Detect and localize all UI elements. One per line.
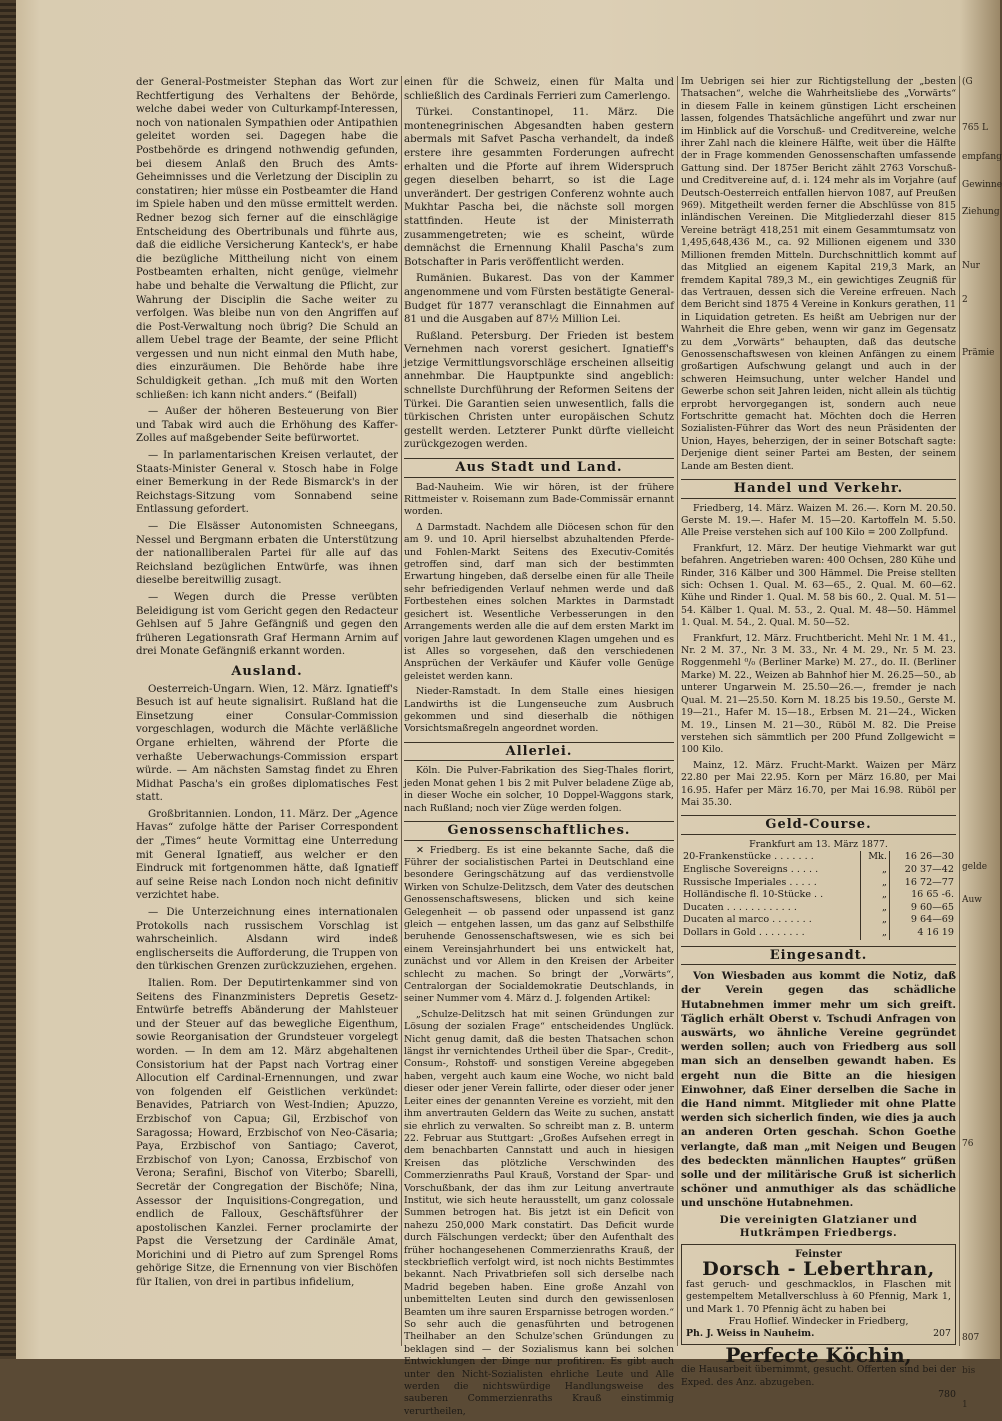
rate-value: 20 37—42	[889, 864, 956, 877]
fragment-line: Nur	[962, 260, 980, 271]
rate-unit: „	[860, 889, 889, 902]
article-paragraph: Im Uebrigen sei hier zur Richtigstellung der „besten Thatsachen“, welche die Wahrheitsliebe des „Vorwärts“ in diesem Falle in keinem günstigen Licht erscheinen lassen, folgendes Thatsächliche angeführt und zwar nur im Hinblick auf die Vorschuß- und Creditvereine, welche ihrer Zahl nach die kleinere Hälfte, weit über die Hälfte der in Frage kommenden Genossenschaften umfassende Gattung sind. Der 1875er Bericht zählt 2763 Vorschuß- und Creditvereine auf, d. i. 124 mehr als im Vorjahre (auf Deutsch-Oesterreich entfallen hiervon 1087, auf Preußen 969). Mitgetheilt werden ferner die Abschlüsse von 815 inländischen Vereinen. Die Mitgliederzahl dieser 815 Vereine beträgt 418,251 mit einem Gesammtumsatz von 1,495,648,436 M., ca. 92 Millionen eigenem und 330 Millionen fremden Mitteln. Durchschnittlich kommt auf das Mitglied an eigenem Kapital 219,3 Mark, an fremdem Kapital 789,3 M., ein gewichtiges Zeugniß für das Vertrauen, dessen sich die Vereine erfreuen. Nach dem Bericht sind 1875 4 Vereine in Konkurs gerathen, 11 in Liquidation getreten. Es heißt am Uebrigen nur der Wahrheit die Ehre geben, wenn wir ganz im Gegensatz zu dem „Vorwärts“ behaupten, daß das deutsche Genossenschaftswesen von kleinen Anfängen zu einem großartigen Aufschwung gelangt und auch in der schweren Heimsuchung, unter welcher Handel und Gewerbe schon seit Jahren leiden, nicht allein als tüchtig erprobt hervorgegangen ist, sondern auch neue Fortschritte gemacht hat. Möchten doch die Herren Sozialisten-Führer das Wort des neun Präsidenten der Union, Hayes, beherzigen, der in seiner Botschaft sagte: Derjenige dient seiner Partei am Besten, der seinem Lande am Besten dient.	[681, 76, 956, 472]
rate-value: 16 72—77	[889, 877, 956, 890]
fragment-line: bis	[962, 1366, 976, 1377]
article-paragraph: Rußland. Petersburg. Der Frieden ist bestem Vernehmen nach vorerst gesichert. Ignatieff's jetzige Vermittlungsvorschläge erscheinen allseitig annehmbar. Die Hauptpunkte sind angeblich: schnellste Durchführung der Reformen Seitens der Türkei. Die Garantien seien unwesentlich, falls die türkischen Christen unter europäischen Schutz gestellt werden. Letzterer Punkt dürfte vielleicht zurückgezogen werden.	[404, 330, 674, 451]
article-paragraph: Nieder-Ramstadt. In dem Stalle eines hiesigen Landwirths ist die Lungenseuche zum Ausbruch gekommen und sind dieserhalb die nöthigen Vorsichtsmaßregeln angeordnet worden.	[404, 686, 674, 735]
article-paragraph: — In parlamentarischen Kreisen verlautet, der Staats-Minister General v. Stosch habe in Folge einer Bemerkung in der Rede Bismarck's in der Reichstags-Sitzung vom Sonnabend seine Entlassung gefordert.	[136, 450, 398, 516]
article-paragraph: der General-Postmeister Stephan das Wort zur Rechtfertigung des Verhaltens der Behörde, welche dabei weder von Culturkampf-Interessen, noch von nationalen Sympathien oder Antipathien geleitet worden sei. Dagegen habe die Postbehörde es dringend nothwendig gefunden, bei diesem Anlaß den Bruch des Amts-Geheimnisses und die Verletzung der Disciplin zu constatiren; hier müsse ein Postbeamter die Hand im Spiele haben und den müsse ermittelt werden. Redner bezog sich ferner auf die einschlägige Entscheidung des Obertribunals und führte aus, daß die eidliche Versicherung Kanteck's, er habe die bezügliche Mittheilung nicht von einem Postbeamten erhalten, nicht genüge, vielmehr habe und behalte die Verwaltung die Pflicht, zur Wahrung der Disciplin die Sache weiter zu verfolgen. Was bleibe nun von den Angriffen auf die Post-Verwaltung noch übrig? Die Schuld an allem Uebel trage der Beamte, der seine Pflicht vergessen und nun nicht einmal den Muth habe, dies einzuräumen. Die Behörde habe ihre Schuldigkeit gethan. „Ich muß mit den Worten schließen: ich kann nicht anders.“ (Beifall)	[136, 77, 398, 401]
market-report: Frankfurt, 12. März. Der heutige Viehmarkt war gut befahren. Angetrieben waren: 400 Ochsen, 280 Kühe und Rinder, 316 Kälber und 300 Hämmel. Die Preise stellten sich: Ochsen 1. Qual. M. 63—65., 2. Qual. M. 60—62. Kühe und Rinder 1. Qual. M. 58 bis 60., 2. Qual. M. 51—54. Kälber 1. Qual. M. 53., 2. Qual. M. 48—50. Hämmel 1. Qual. M. 54., 2. Qual. M. 50—52.	[681, 542, 956, 629]
fragment-line: Ziehung	[962, 207, 1000, 218]
article-paragraph: ✕ Friedberg. Es ist eine bekannte Sache, daß die Führer der socialistischen Partei in Deutschland eine besondere Geringschätzung auf das verdienstvolle Wirken von Schulze-Delitzsch, dem Vater des deutschen Genossenschaftswesens, blicken und sich keine Gelegenheit — ob passend oder unpassend ist ganz gleich — entgehen lassen, um das ganz auf Selbsthilfe beruhende Genossenschaftswesen, wie es sich bei einem Vereinsjahrhundert bei uns entwickelt hat, zunächst und vor Allem in den Kreisen der Arbeiter schlecht zu machen. So bringt der „Vorwärts“, Centralorgan der Socialdemokratie Deutschlands, in seiner Nummer vom 4. März d. J. folgenden Artikel:	[404, 844, 674, 1005]
column-2	[404, 76, 674, 1421]
advertisement-leberthran	[681, 1244, 956, 1345]
rate-row	[681, 902, 956, 915]
article-paragraph: Italien. Rom. Der Deputirtenkammer sind von Seitens des Finanzministers Depretis Gesetz-Entwürfe betreffs Abänderung der Mahlsteuer und der Steuer auf das bewegliche Eigenthum, sowie Reorganisation der Grundsteuer vorgelegt worden. — In dem am 12. März abgehaltenen Consistorium hat der Papst nach Vortrag einer Allocution elf Cardinal-Ernennungen, und zwar von folgenden elf Geistlichen verkündet: Benavides, Patriarch von West-Indien; Apuzzo, Erzbischof von Capua; Gil, Erzbischof von Saragossa; Howard, Erzbischof von Neo-Cäsaria; Paya, Erzbischof von Santiago; Caverot, Erzbischof von Lyon; Canossa, Erzbischof von Verona; Serafini, Bischof von Viterbo; Sbarelli, Secretär der Congregation der Bischöfe; Nina, Assessor der Inquisitions-Congregation, und endlich de Falloux, Geschäftsführer der apostolischen Kanzlei. Ferner proclamirte der Papst die Versetzung der Cardinäle Amat, Morichini und di Pietro auf zum Sprengel Roms gehörige Sitze, die Ernennung von vier Bischöfen für Italien, von drei in partibus infidelium,	[136, 978, 398, 1289]
column-rule	[677, 76, 678, 1346]
article-paragraph: Rumänien. Bukarest. Das von der Kammer angenommene und vom Fürsten bestätigte General-Budget für 1877 veranschlagt die Einnahmen auf 81 und die Ausgaben auf 87½ Million Lei.	[404, 273, 674, 326]
column-rule	[959, 76, 960, 1346]
fragment-line: gelde	[962, 861, 988, 872]
section-heading-stadt-und-land: Aus Stadt und Land.	[404, 458, 674, 478]
article-paragraph: — Die Elsässer Autonomisten Schneegans, Nessel und Bergmann erbaten die Unterstützung der nationalliberalen Partei für alle auf das Reichsland bezüglichen Entwürfe, was ihnen dieselbe bereitwillig zusagt.	[136, 521, 398, 587]
market-report: Friedberg, 14. März. Waizen M. 26.—. Korn M. 20.50. Gerste M. 19.—. Hafer M. 15—20. Kartoffeln M. 5.50. Alle Preise verstehen sich auf 100 Kilo = 200 Zollpfund.	[681, 502, 956, 539]
rate-row	[681, 851, 956, 864]
rate-row	[681, 877, 956, 890]
ad-seller: Frau Hoflief. Windecker in Friedberg,	[728, 1315, 909, 1327]
article-paragraph: Türkei. Constantinopel, 11. März. Die montenegrinischen Abgesandten haben gestern abermals mit Safvet Pascha verhandelt, da indeß erstere ihre gesammten Forderungen aufrecht erhalten und die Pforte auf ihrem Widerspruch gegen dieselben beharrt, so ist die Lage unverändert. Der gestrigen Conferenz wohnte auch Mukhtar Pascha bei, die nächste soll morgen stattfinden. Heute ist der Ministerrath zusammengetreten; wie es scheint, würde demnächst die Ernennung Khalil Pascha's zum Botschafter in Paris veröffentlicht werden.	[404, 107, 674, 268]
adjacent-page-fragment	[962, 76, 1002, 1414]
geld-subheading: Frankfurt am 13. März 1877.	[749, 838, 888, 850]
rate-name: Englische Sovereigns . . . . .	[683, 863, 819, 875]
article-paragraph: einen für die Schweiz, einen für Malta und schließlich des Cardinals Ferrieri zum Camerlengo.	[404, 77, 674, 102]
rate-unit: „	[860, 927, 889, 940]
ad-number: 207	[933, 1328, 951, 1340]
fragment-line: Gewinne	[962, 179, 1002, 190]
column-1	[136, 76, 398, 1293]
article-paragraph: — Wegen durch die Presse verübten Beleidigung ist vom Gericht gegen den Redacteur Gehlsen auf 5 Jahre Gefängniß und gegen den früheren Legationsrath Graf Hermann Arnim auf drei Monate Gefängniß erkannt worden.	[136, 591, 398, 658]
rate-name: Ducaten al marco . . . . . . .	[683, 914, 812, 926]
article-paragraph: Köln. Die Pulver-Fabrikation des Sieg-Thales florirt, jeden Monat gehen 1 bis 2 mit Pulver beladene Züge ab, in dieser Woche ein solcher, 10 Doppel-Waggons stark, nach Rußland; noch vier Züge werden folgen.	[404, 765, 674, 814]
section-heading-ausland: Ausland.	[231, 663, 303, 679]
section-heading-eingesandt: Eingesandt.	[681, 946, 956, 966]
ad-kicker: Feinster	[795, 1247, 842, 1260]
rate-row	[681, 927, 956, 940]
ad-text: die Hausarbeit übernimmt, gesucht. Offerten sind bei der Exped. des Anz. abzugeben.	[681, 1364, 956, 1388]
section-heading-handel: Handel und Verkehr.	[681, 479, 956, 499]
fragment-line: Auw	[962, 895, 982, 906]
rate-name: Ducaten . . . . . . . . . . . .	[683, 901, 797, 913]
rate-unit: „	[860, 864, 889, 877]
fragment-line: (G	[962, 77, 973, 87]
section-heading-allerlei: Allerlei.	[404, 742, 674, 762]
rate-value: 4 16 19	[889, 927, 956, 940]
column-rule	[401, 76, 402, 1346]
rate-row	[681, 864, 956, 877]
ad-text: fast geruch- und geschmacklos, in Flaschen mit gestempeltem Metallverschluss à 60 Pfennig, Mark 1, und Mark 1. 70 Pfennig ächt zu haben bei	[686, 1278, 951, 1315]
rate-row	[681, 889, 956, 902]
fragment-line: Prämie	[962, 348, 995, 359]
fragment-line: 2	[962, 294, 968, 305]
fragment-line: 765 L	[962, 122, 989, 133]
article-paragraph: Großbritannien. London, 11. März. Der „Agence Havas“ zufolge hätte der Pariser Correspondent der „Times“ heute Vormittag eine Unterredung mit General Ignatieff, aus welcher er den Eindruck mit fortgenommen hätte, daß Ignatieff auf seine Reise nach London noch nicht definitiv verzichtet habe.	[136, 808, 398, 902]
article-paragraph: Oesterreich-Ungarn. Wien, 12. März. Ignatieff's Besuch ist auf heute signalisirt. Rußland hat die Einsetzung einer Consular-Commission vorgeschlagen, wodurch die Mächte verläßliche Organe erhielten, während der Pforte die verhaßte Ueberwachungs-Commission erspart würde. — Am nächsten Samstag findet zu Ehren Midhat Pascha's ein großes diplomatisches Fest statt.	[136, 683, 398, 804]
rate-unit: „	[860, 902, 889, 915]
book-spine	[0, 0, 16, 1359]
market-report: Frankfurt, 12. März. Fruchtbericht. Mehl Nr. 1 M. 41., Nr. 2 M. 37., Nr. 3 M. 33., Nr. 4 M. 29., Nr. 5 M. 23. Roggenmehl ⁰/₀ (Berliner Marke) M. 27., do. II. (Berliner Marke) M. 22., Weizen ab Bahnhof hier M. 26.25—50., ab unterer Ungarwein M. 25.50—26.—, fremder je nach Qual. M. 21—25.50. Korn M. 18.25 bis 19.50., Gerste M. 19—21., Hafer M. 15—18., Erbsen M. 21—24., Wicken M. 19., Linsen M. 21—30., Rüböl M. 82. Die Preise verstehen sich sämmtlich per 200 Pfund Zollgewicht = 100 Kilo.	[681, 632, 956, 756]
market-report: Mainz, 12. März. Frucht-Markt. Waizen per März 22.80 per Mai 22.95. Korn per März 16.80, per Mai 16.95. Hafer per März 16.70, per Mai 16.98. Rüböl per Mai 35.30.	[681, 759, 956, 808]
fragment-line: empfang	[962, 152, 1002, 163]
ad-title-kochin: Perfecte Köchin,	[725, 1342, 912, 1367]
article-paragraph: — Die Unterzeichnung eines internationalen Protokolls nach russischem Vorschlag ist wahrscheinlich. Alsdann wird indeß englischerseits die Aufforderung, die Truppen von den türkischen Grenzen zurückzuziehen, ergehen.	[136, 907, 398, 973]
rate-name: Dollars in Gold . . . . . . . .	[683, 926, 805, 938]
rate-unit: Mk.	[860, 851, 889, 864]
fragment-line: 807	[962, 1332, 980, 1343]
article-paragraph: Von Wiesbaden aus kommt die Notiz, daß der Verein gegen das schädliche Hutabnehmen immer mehr um sich greift. Täglich erhält Oberst v. Tschudi Anfragen von auswärts, wo ähnliche Vereine gegründet werden sollen; auch von Friedberg aus soll man sich an denselben gewandt haben. Es ergeht nun die Bitte an die hiesigen Einwohner, daß Einer derselben die Sache in die Hand nimmt. Mitglieder mit ohne Platte werden sich sicherlich finden, wie dies ja auch an anderen Orten geschah. Schon Goethe verlangte, daß man „mit Neigen und Beugen des bedeckten männlichen Hauptes“ grüßen solle und der militärische Gruß ist sicherlich schöner und anmuthiger als das schädliche und unschöne Hutabnehmen.	[681, 970, 956, 1210]
rate-unit: „	[860, 914, 889, 927]
section-heading-genossenschaftliches: Genossenschaftliches.	[404, 821, 674, 841]
letter-signature: Die vereinigten Glatzianer und Hutkrämpen Friedbergs.	[719, 1213, 918, 1239]
rate-value: 9 60—65	[889, 902, 956, 915]
exchange-rate-table	[681, 851, 956, 939]
rate-value: 16 65 -6.	[889, 889, 956, 902]
article-paragraph: Δ Darmstadt. Nachdem alle Diöcesen schon für den am 9. und 10. April hierselbst abzuhaltenden Pferde- und Fohlen-Markt Seitens des Executiv-Comités getroffen sind, darf man sich der bestimmten Erwartung hingeben, daß derselbe einen für alle Theile sehr befriedigenden Verlauf nehmen werde und daß Fortbestehen eines solchen Marktes in Darmstadt gesichert ist. Wesentliche Verbesserungen in den Arrangements werden alle die auf dem ersten Markt im vorigen Jahre laut gewordenen Klagen umgehen und es ist Alles so vorgesehen, daß den verschiedenen Ansprüchen der Verkäufer und Käufer volle Genüge geleistet werden kann.	[404, 521, 674, 682]
ad-seller: Ph. J. Weiss in Nauheim.	[686, 1328, 815, 1340]
rate-unit: „	[860, 877, 889, 890]
ad-number: 780	[938, 1389, 956, 1401]
fragment-line: 76	[962, 1138, 974, 1149]
section-heading-geld-course: Geld-Course.	[681, 815, 956, 835]
fragment-line: 1	[962, 1399, 968, 1410]
ad-title: Dorsch - Leberthran,	[702, 1258, 935, 1281]
rate-row	[681, 914, 956, 927]
rate-value: 16 26—30	[889, 851, 956, 864]
rate-name: Russische Imperiales . . . . .	[683, 876, 817, 888]
rate-name: 20-Frankenstücke . . . . . . .	[683, 851, 814, 863]
column-3	[681, 76, 956, 1402]
rate-value: 9 64—69	[889, 914, 956, 927]
article-paragraph: — Außer der höheren Besteuerung von Bier und Tabak wird auch die Erhöhung des Kaffer-Zolles auf maßgebender Seite befürwortet.	[136, 406, 398, 445]
article-paragraph: „Schulze-Delitzsch hat mit seinen Gründungen zur Lösung der sozialen Frage“ entscheidendes Unglück. Nicht genug damit, daß die besten Thatsachen schon längst ihr vernichtendes Urtheil über die Spar-, Credit-, Consum-, Rohstoff- und sonstigen Vereine abgegeben haben, vergeht auch kaum eine Woche, wo nicht bald dieser oder jener Verein fallirte, oder dieser oder jener Leiter eines der genannten Vereine es vorzieht, mit den ihm anvertrauten Geldern das Weite zu suchen, anstatt sie ehrlich zu verwalten. So schreibt man z. B. unterm 22. Februar aus Stuttgart: „Großes Aufsehen erregt in dem benachbarten Cannstatt und auch in hiesigen Kreisen das plötzliche Verschwinden des Commerzienraths Paul Krauß, Vorstand der Spar- und Vorschußbank, der das ihm zur Leitung anvertraute Institut, wie sich heute herausstellt, um ganz colossale Summen betrogen hat. Bis jetzt ist ein Deficit von nahezu 250,000 Mark constatirt. Das Deficit wurde durch Fälschungen verdeckt; über den Aufenthalt des früher hochangesehenen Commerzienraths Krauß, der steckbrieflich verfolgt wird, ist noch nichts Bestimmtes bekannt. Nach Privatbriefen soll sich derselbe nach Madrid begeben haben. Eine große Anzahl von unbemittelten Leuten sind durch den gewissenlosen Beamten um ihre sauren Ersparnisse betrogen worden.“ So sehr auch die genasführten und betrogenen Theilhaber an den Schulze'schen Gründungen zu beklagen sind — der Sozialismus kann bei solchen Entwicklungen der Dinge nur profitiren. Es gibt auch unter den Nicht-Sozialisten ehrliche Leute und Alle werden die nichtswürdige Handlungsweise des sauberen Commerzienraths Krauß einstimmig verurtheilen,	[404, 1008, 674, 1417]
article-paragraph: Bad-Nauheim. Wie wir hören, ist der frühere Rittmeister v. Roisemann zum Bade-Commissär ernannt worden.	[404, 481, 674, 518]
rate-name: Holländische fl. 10-Stücke . .	[683, 889, 824, 901]
